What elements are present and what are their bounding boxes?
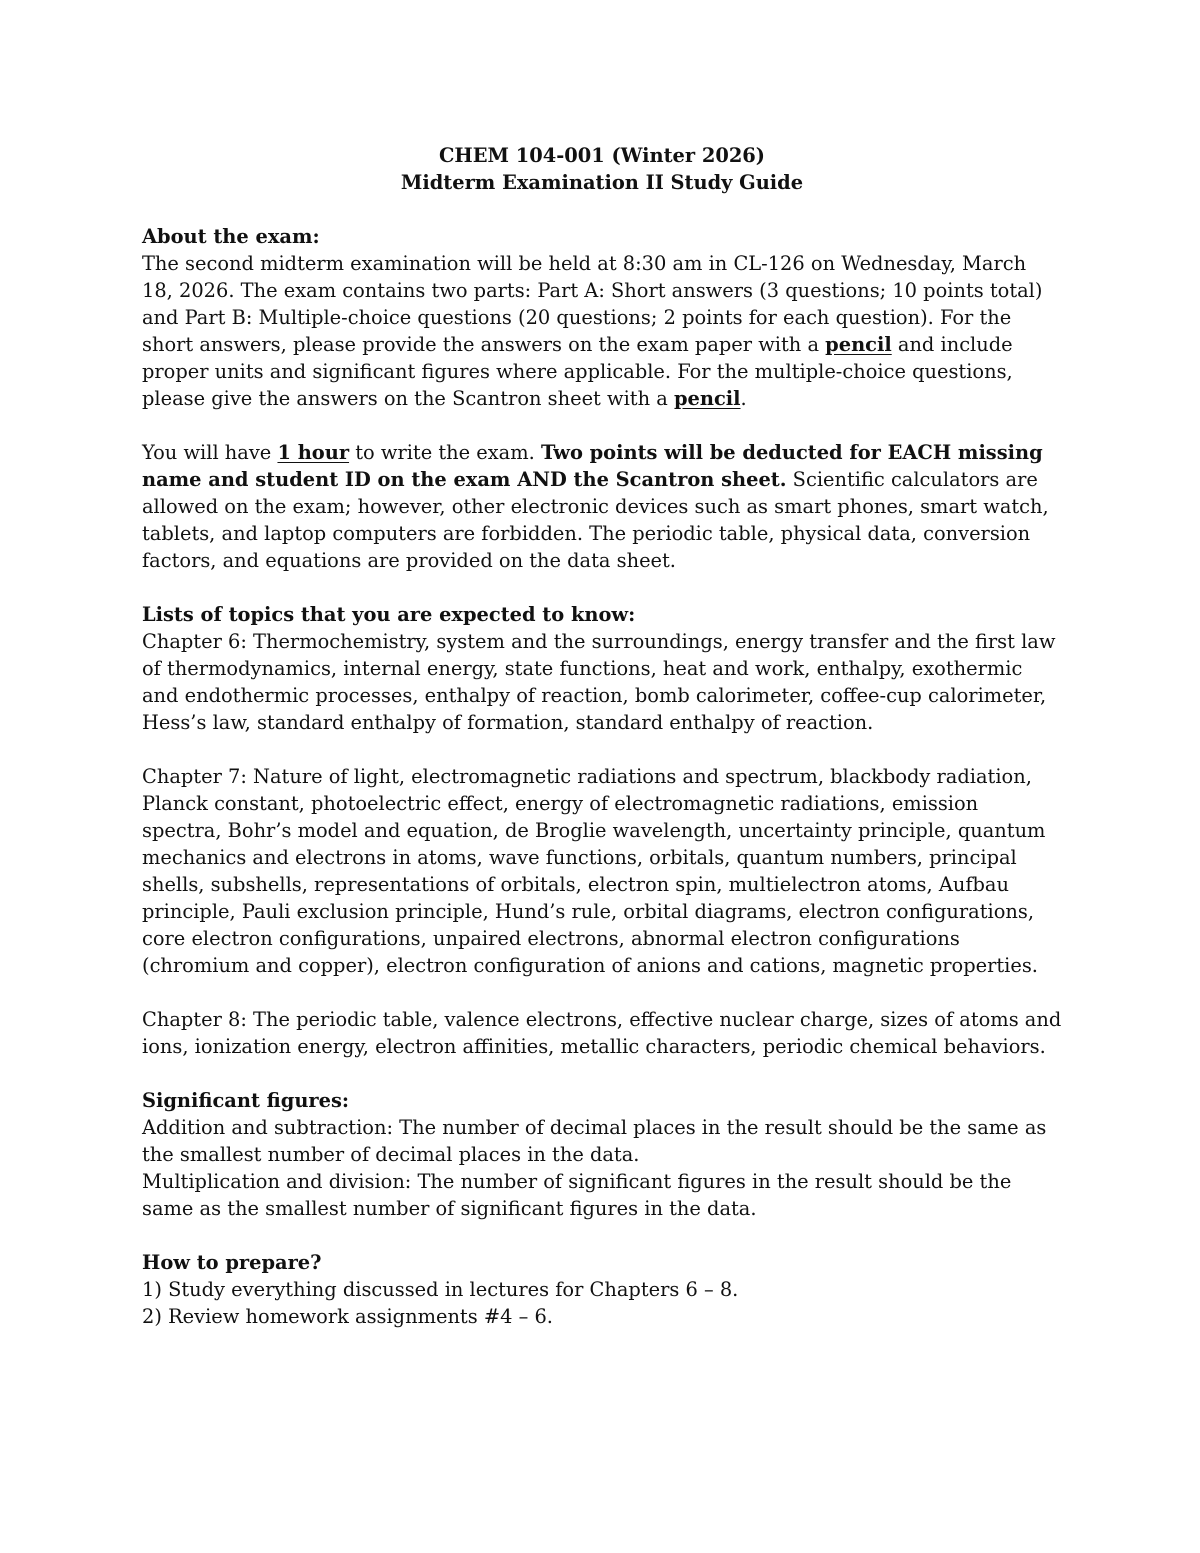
deduction-warning: Two points will be deducted for EACH missing name and student ID on the exam AND the Scantron sheet.: [142, 441, 1043, 491]
sigfigs-heading: Significant figures:: [142, 1089, 350, 1112]
prepare-heading: How to prepare?: [142, 1251, 322, 1274]
prepare-item-2: 2) Review homework assignments #4 – 6.: [142, 1305, 553, 1328]
sigfigs-mul-div: Multiplication and division: The number of significant figures in the result should be the same as the smallest number of significant figures in the data.: [142, 1170, 1012, 1220]
chapter-8-topics: Chapter 8: The periodic table, valence electrons, effective nuclear charge, sizes of atoms and ions, ionization energy, electron affinities, metallic characters, periodic chemical behaviors.: [142, 1008, 1062, 1058]
document-page: [142, 142, 1062, 1330]
spacer: [142, 979, 1062, 1006]
about-p1-text-a: The second midterm examination will be held at 8:30 am in CL-126 on Wednesday, March 18, 2026. The exam contains two parts: Part A: Short answers (3 questions; 10 points total) and Part B: Multiple-choice questions (20 questions; 2 points for each question). For the short answers, please provide the answers on the exam paper with a: [142, 252, 1043, 356]
sigfigs-add-sub: Addition and subtraction: The number of decimal places in the result should be the same as the smallest number of decimal places in the data.: [142, 1116, 1047, 1166]
about-p1-text-c: .: [740, 387, 747, 410]
chapter-7-topics: Chapter 7: Nature of light, electromagnetic radiations and spectrum, blackbody radiation, Planck constant, photoelectric effect, energy of electromagnetic radiations, emission spectra, Bohr’s model and equation, de Broglie wavelength, uncertainty principle, quantum mechanics and electrons in atoms, wave functions, orbitals, quantum numbers, principal shells, subshells, representations of orbitals, electron spin, multielectron atoms, Aufbau principle, Pauli exclusion principle, Hund’s rule, orbital diagrams, electron configurations, core electron configurations, unpaired electrons, abnormal electron configurations (chromium and copper), electron configuration of anions and cations, magnetic properties.: [142, 765, 1046, 977]
spacer: [142, 736, 1062, 763]
about-heading: About the exam:: [142, 225, 320, 248]
chapter-6-topics: Chapter 6: Thermochemistry, system and the surroundings, energy transfer and the first law of thermodynamics, internal energy, state functions, heat and work, enthalpy, exothermic and endothermic processes, enthalpy of reaction, bomb calorimeter, coffee-cup calorimeter, Hess’s law, standard enthalpy of formation, standard enthalpy of reaction.: [142, 630, 1056, 734]
about-p2-text-a: You will have: [142, 441, 278, 464]
about-p2-text-b: to write the exam.: [349, 441, 541, 464]
document-title: Midterm Examination II Study Guide: [400, 171, 804, 194]
hour-emphasis: 1 hour: [277, 441, 350, 464]
topics-heading: Lists of topics that you are expected to know:: [142, 603, 636, 626]
spacer: [142, 574, 1062, 601]
pencil-emphasis-1: pencil: [825, 333, 892, 356]
prepare-item-1: 1) Study everything discussed in lectures for Chapters 6 – 8.: [142, 1278, 739, 1301]
spacer: [142, 412, 1062, 439]
about-p2-text-c: Scientific calculators are allowed on the exam; however, other electronic devices such as smart phones, smart watch, tablets, and laptop computers are forbidden. The periodic table, physical data, conversion factors, and equations are provided on the data sheet.: [142, 468, 1049, 572]
pencil-emphasis-2: pencil: [673, 387, 741, 410]
about-p1-text-b: and include proper units and significant figures where applicable. For the multiple-choice questions, please give the answers on the Scantron sheet with a: [142, 333, 1013, 410]
about-paragraph-1: [142, 250, 1062, 412]
spacer: [142, 1222, 1062, 1249]
spacer: [142, 1060, 1062, 1087]
spacer: [142, 196, 1062, 223]
course-title: CHEM 104-001 (Winter 2026): [439, 144, 765, 167]
about-paragraph-2: [142, 439, 1062, 574]
